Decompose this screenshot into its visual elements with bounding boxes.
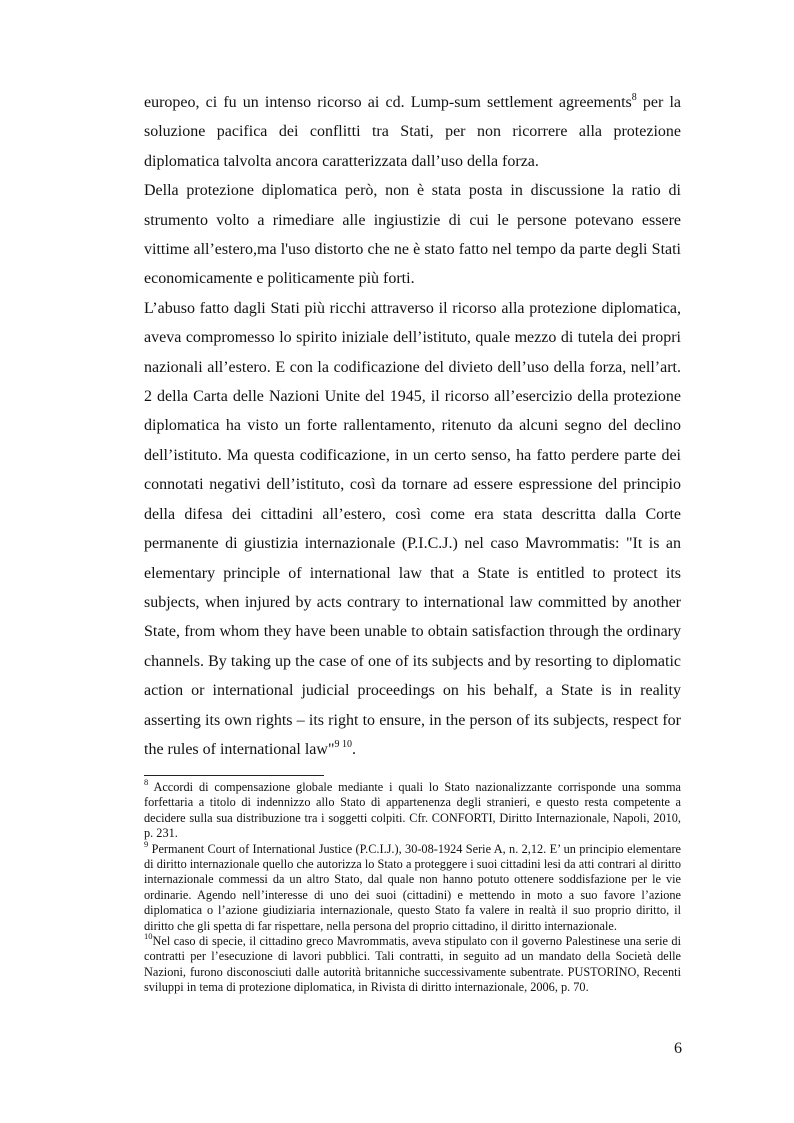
footnote-9 <box>144 838 681 934</box>
footnote-separator <box>144 775 324 776</box>
footnote-ref-9-10: 9 10 <box>334 738 352 750</box>
footnote-text: Permanent Court of International Justice (P.C.I.J.), 30-08-1924 Serie A, n. 2,12. E’ un principio elementare di diritto internazionale quello che autorizza lo Stato a proteggere i suoi cittadini lesi da atti contrari al diritto internazionale commessi da un altro Stato, dal quale non hanno potuto ottenere soddisfazione per le vie ordinarie. Agendo nell’interesse di uno dei suoi (cittadini) e mettendo in moto a suo favore l’azione diplomatica o l’azione giudiziaria internazionale, questo Stato fa valere in realtà il suo proprio diritto, il diritto che gli spetta di far rispettare, nella persona del proprio cittadino, il diritto internazionale. <box>144 841 681 933</box>
footnote-10 <box>144 930 681 996</box>
footnote-text: Nel caso di specie, il cittadino greco Mavrommatis, aveva stipulato con il governo Palestinese una serie di contratti per l’esecuzione di lavori pubblici. Tali contratti, in seguito ad un mandato della Società delle Nazioni, furono disconosciuti dalle autorità britanniche successivamente subentrate. PUSTORINO, Recenti sviluppi in tema di protezione diplomatica, in Rivista di diritto internazionale, 2006, p. 70. <box>144 934 681 995</box>
paragraph-1 <box>144 88 681 176</box>
paragraph-2: Della protezione diplomatica però, non è stata posta in discussione la ratio di strumento volto a rimediare alle ingiustizie di cui le persone potevano essere vittime all’estero,ma l'uso distorto che ne è stato fatto nel tempo da parte degli Stati economicamente e politicamente più forti. <box>144 182 681 288</box>
page-number: 6 <box>674 1040 682 1057</box>
paragraph-1-text-b: per la soluzione pacifica dei conflitti tra Stati, per non ricorrere alla protezione diplomatica talvolta ancora caratterizzata dall’uso della forza. <box>144 94 682 170</box>
footnote-number: 9 <box>144 838 149 849</box>
main-text <box>144 88 681 764</box>
footnote-number: 8 <box>144 776 149 787</box>
footnote-number: 10 <box>144 930 153 941</box>
footnotes <box>144 776 681 996</box>
paragraph-3 <box>144 294 681 765</box>
paragraph-1-text-a: europeo, ci fu un intenso ricorso ai cd. Lump-sum settlement agreements <box>144 94 632 111</box>
footnote-ref-8: 8 <box>631 91 637 103</box>
footnote-8 <box>144 776 681 842</box>
footnote-text: Accordi di compensazione globale mediante i quali lo Stato nazionalizzante corrisponde una somma forfettaria a titolo di indennizzo allo Stato di appartenenza degli stranieri, e questo resta competente a decidere sulla sua distribuzione tra i soggetti colpiti. Cfr. CONFORTI, Diritto Internazionale, Napoli, 2010, p. 231. <box>144 780 681 841</box>
paragraph-3-text-a: L’abuso fatto dagli Stati più ricchi attraverso il ricorso alla protezione diplomatica, aveva compromesso lo spirito iniziale dell’istituto, quale mezzo di tutela dei propri nazionali all’estero. E con la codificazione del divieto dell’uso della forza, nell’art. 2 della Carta delle Nazioni Unite del 1945, il ricorso all’esercizio della protezione diplomatica ha visto un forte rallentamento, ritenuto da alcuni segno del declino dell’istituto. Ma questa codificazione, in un certo senso, ha fatto perdere parte dei connotati negativi dell’istituto, così da tornare ad essere espressione del principio della difesa dei cittadini all’estero, così come era stata descritta dalla Corte permanente di giustizia internazionale (P.I.C.J.) nel caso Mavrommatis: "It is an elementary principle of international law that a State is entitled to protect its subjects, when injured by acts contrary to international law committed by another State, from whom they have been unable to obtain satisfaction through the ordinary channels. By taking up the case of one of its subjects and by resorting to diplomatic action or international judicial proceedings on his behalf, a State is in reality asserting its own rights – its right to ensure, in the person of its subjects, respect for the rules of international law" <box>144 299 681 758</box>
paragraph-3-text-b: . <box>351 740 356 758</box>
